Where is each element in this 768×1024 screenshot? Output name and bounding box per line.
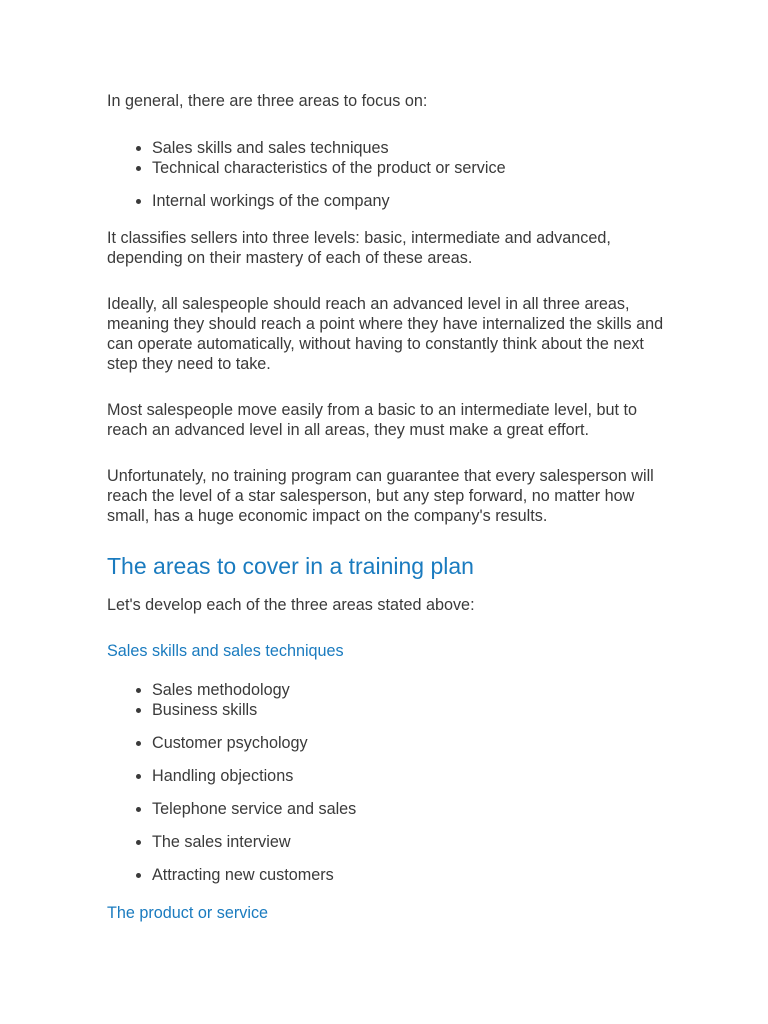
document-body (107, 91, 667, 923)
list-item: • Business skills (152, 700, 667, 720)
section-heading: The areas to cover in a training plan (107, 553, 474, 579)
focus-areas-list (107, 138, 667, 211)
section-intro: Let's develop each of the three areas stated above: (107, 596, 475, 614)
paragraph-ideal: Ideally, all salespeople should reach an advanced level in all three areas, meaning they should reach a point where they have internalized the skills and can operate automatically, without having to constantly think about the next step they need to take. (107, 295, 664, 373)
list-item: • Internal workings of the company (152, 191, 667, 211)
list-item: • Sales methodology (152, 680, 667, 700)
list-item: • Technical characteristics of the product or service (152, 158, 667, 178)
paragraph-impact: Unfortunately, no training program can guarantee that every salesperson will reach the level of a star salesperson, but any step forward, no matter how small, has a huge economic impact on the company's results. (107, 467, 654, 525)
list-item: • Handling objections (152, 766, 667, 786)
subheading-sales-skills: Sales skills and sales techniques (107, 642, 344, 660)
intro-paragraph: In general, there are three areas to focus on: (107, 92, 428, 110)
list-item: • Attracting new customers (152, 865, 667, 885)
list-item: • The sales interview (152, 832, 667, 852)
list-item: • Telephone service and sales (152, 799, 667, 819)
paragraph-levels: It classifies sellers into three levels: basic, intermediate and advanced, depending on their mastery of each of these areas. (107, 229, 611, 267)
paragraph-effort: Most salespeople move easily from a basic to an intermediate level, but to reach an advanced level in all areas, they must make a great effort. (107, 401, 637, 439)
list-item: • Sales skills and sales techniques (152, 138, 667, 158)
list-item: • Customer psychology (152, 733, 667, 753)
skills-list (107, 680, 667, 885)
subheading-product-service: The product or service (107, 904, 269, 922)
